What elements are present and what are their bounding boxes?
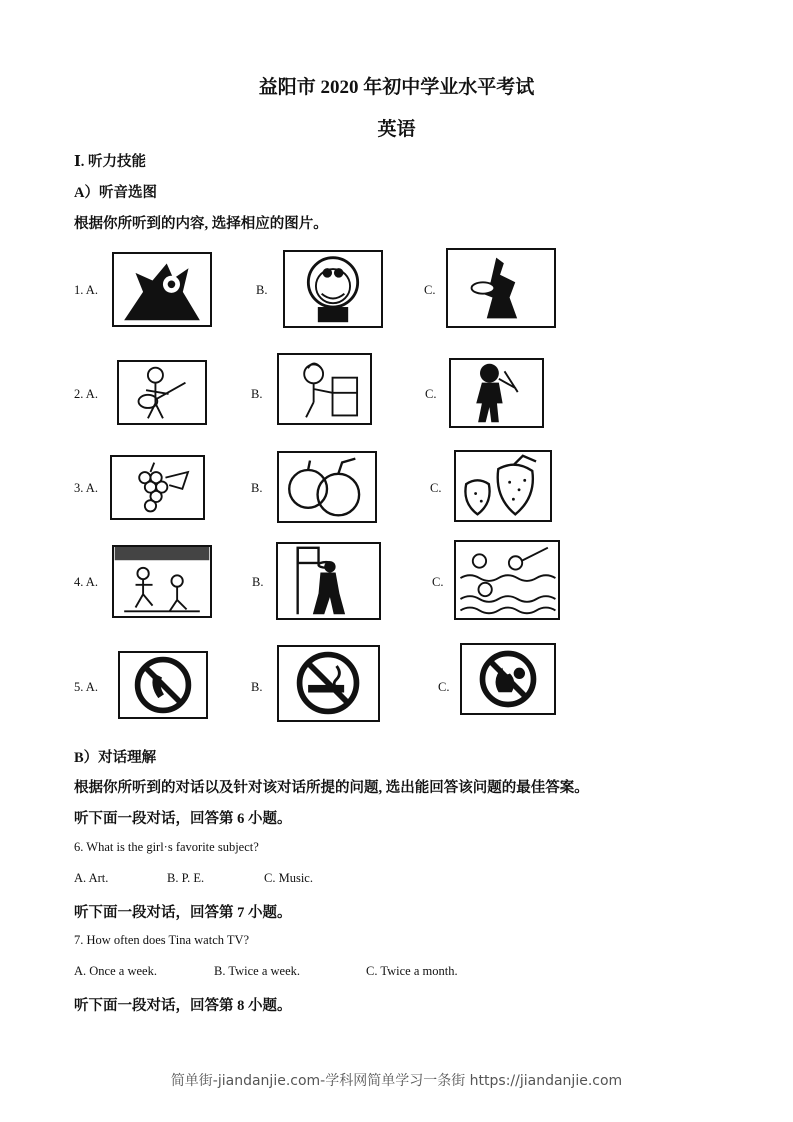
grapes-icon[interactable] [110,455,205,520]
no-phone-sign-icon[interactable] [118,651,208,719]
q7-option-b[interactable]: B. Twice a week. [214,964,301,978]
page-title: 益阳市 2020 年初中学业水平考试 [258,77,535,98]
q6-option-b[interactable]: B. P. E. [167,871,205,885]
part-b-instruction: 根据你所听到的对话以及针对该对话所提的问题, 选出能回答该问题的最佳答案。 [74,780,589,796]
q5-option-a-label: 5. A. [74,680,98,694]
no-smoking-sign-icon[interactable] [277,645,380,722]
q2-option-a-label: 2. A. [74,387,98,401]
q7-option-c[interactable]: C. Twice a month. [366,964,458,978]
q5-option-c-label: C. [438,680,450,694]
violin-player-icon[interactable] [449,358,544,428]
no-fire-sign-icon[interactable] [460,643,556,715]
basketball-scene-icon[interactable] [276,542,381,620]
q4-option-a-label: 4. A. [74,575,98,589]
q1-option-b-label: B. [256,283,268,297]
q8-lead: 听下面一段对话，回答第 8 小题。 [74,998,292,1014]
q3-option-a-label: 3. A. [74,481,98,495]
strawberries-icon[interactable] [454,450,552,522]
q6-option-c[interactable]: C. Music. [264,871,313,885]
swimming-scene-icon[interactable] [454,540,560,620]
piano-player-icon[interactable] [277,353,372,425]
skating-scene-icon[interactable] [112,545,212,618]
apples-icon[interactable] [277,451,377,523]
q4-option-b-label: B. [252,575,264,589]
q6-lead: 听下面一段对话，回答第 6 小题。 [74,811,292,827]
q2-option-c-label: C. [425,387,437,401]
q6-option-a[interactable]: A. Art. [74,871,109,885]
part-a-instruction: 根据你所听到的内容, 选择相应的图片。 [74,216,328,232]
footer-watermark[interactable]: 简单街-jiandanjie.com-学科网简单学习一条街 https://jiandanjie.com [170,1073,623,1089]
section-heading: Ⅰ. 听力技能 [74,154,147,170]
donald-duck-icon[interactable] [446,248,556,328]
q4-option-c-label: C. [432,575,444,589]
q1-option-a-label: 1. A. [74,283,98,297]
q3-option-c-label: C. [430,481,442,495]
q1-option-c-label: C. [424,283,436,297]
q5-option-b-label: B. [251,680,263,694]
doraemon-icon[interactable] [283,250,383,328]
q7-option-a[interactable]: A. Once a week. [74,964,157,978]
devil-cartoon-icon[interactable] [112,252,212,327]
part-a-heading: A）听音选图 [74,185,157,201]
guitar-player-icon[interactable] [117,360,207,425]
q6-question: 6. What is the girl·s favorite subject? [74,840,259,854]
part-b-heading: B）对话理解 [74,750,157,766]
q3-option-b-label: B. [251,481,263,495]
q7-lead: 听下面一段对话，回答第 7 小题。 [74,905,292,921]
q2-option-b-label: B. [251,387,263,401]
q7-question: 7. How often does Tina watch TV? [74,933,250,947]
subject-title: 英语 [377,119,416,140]
